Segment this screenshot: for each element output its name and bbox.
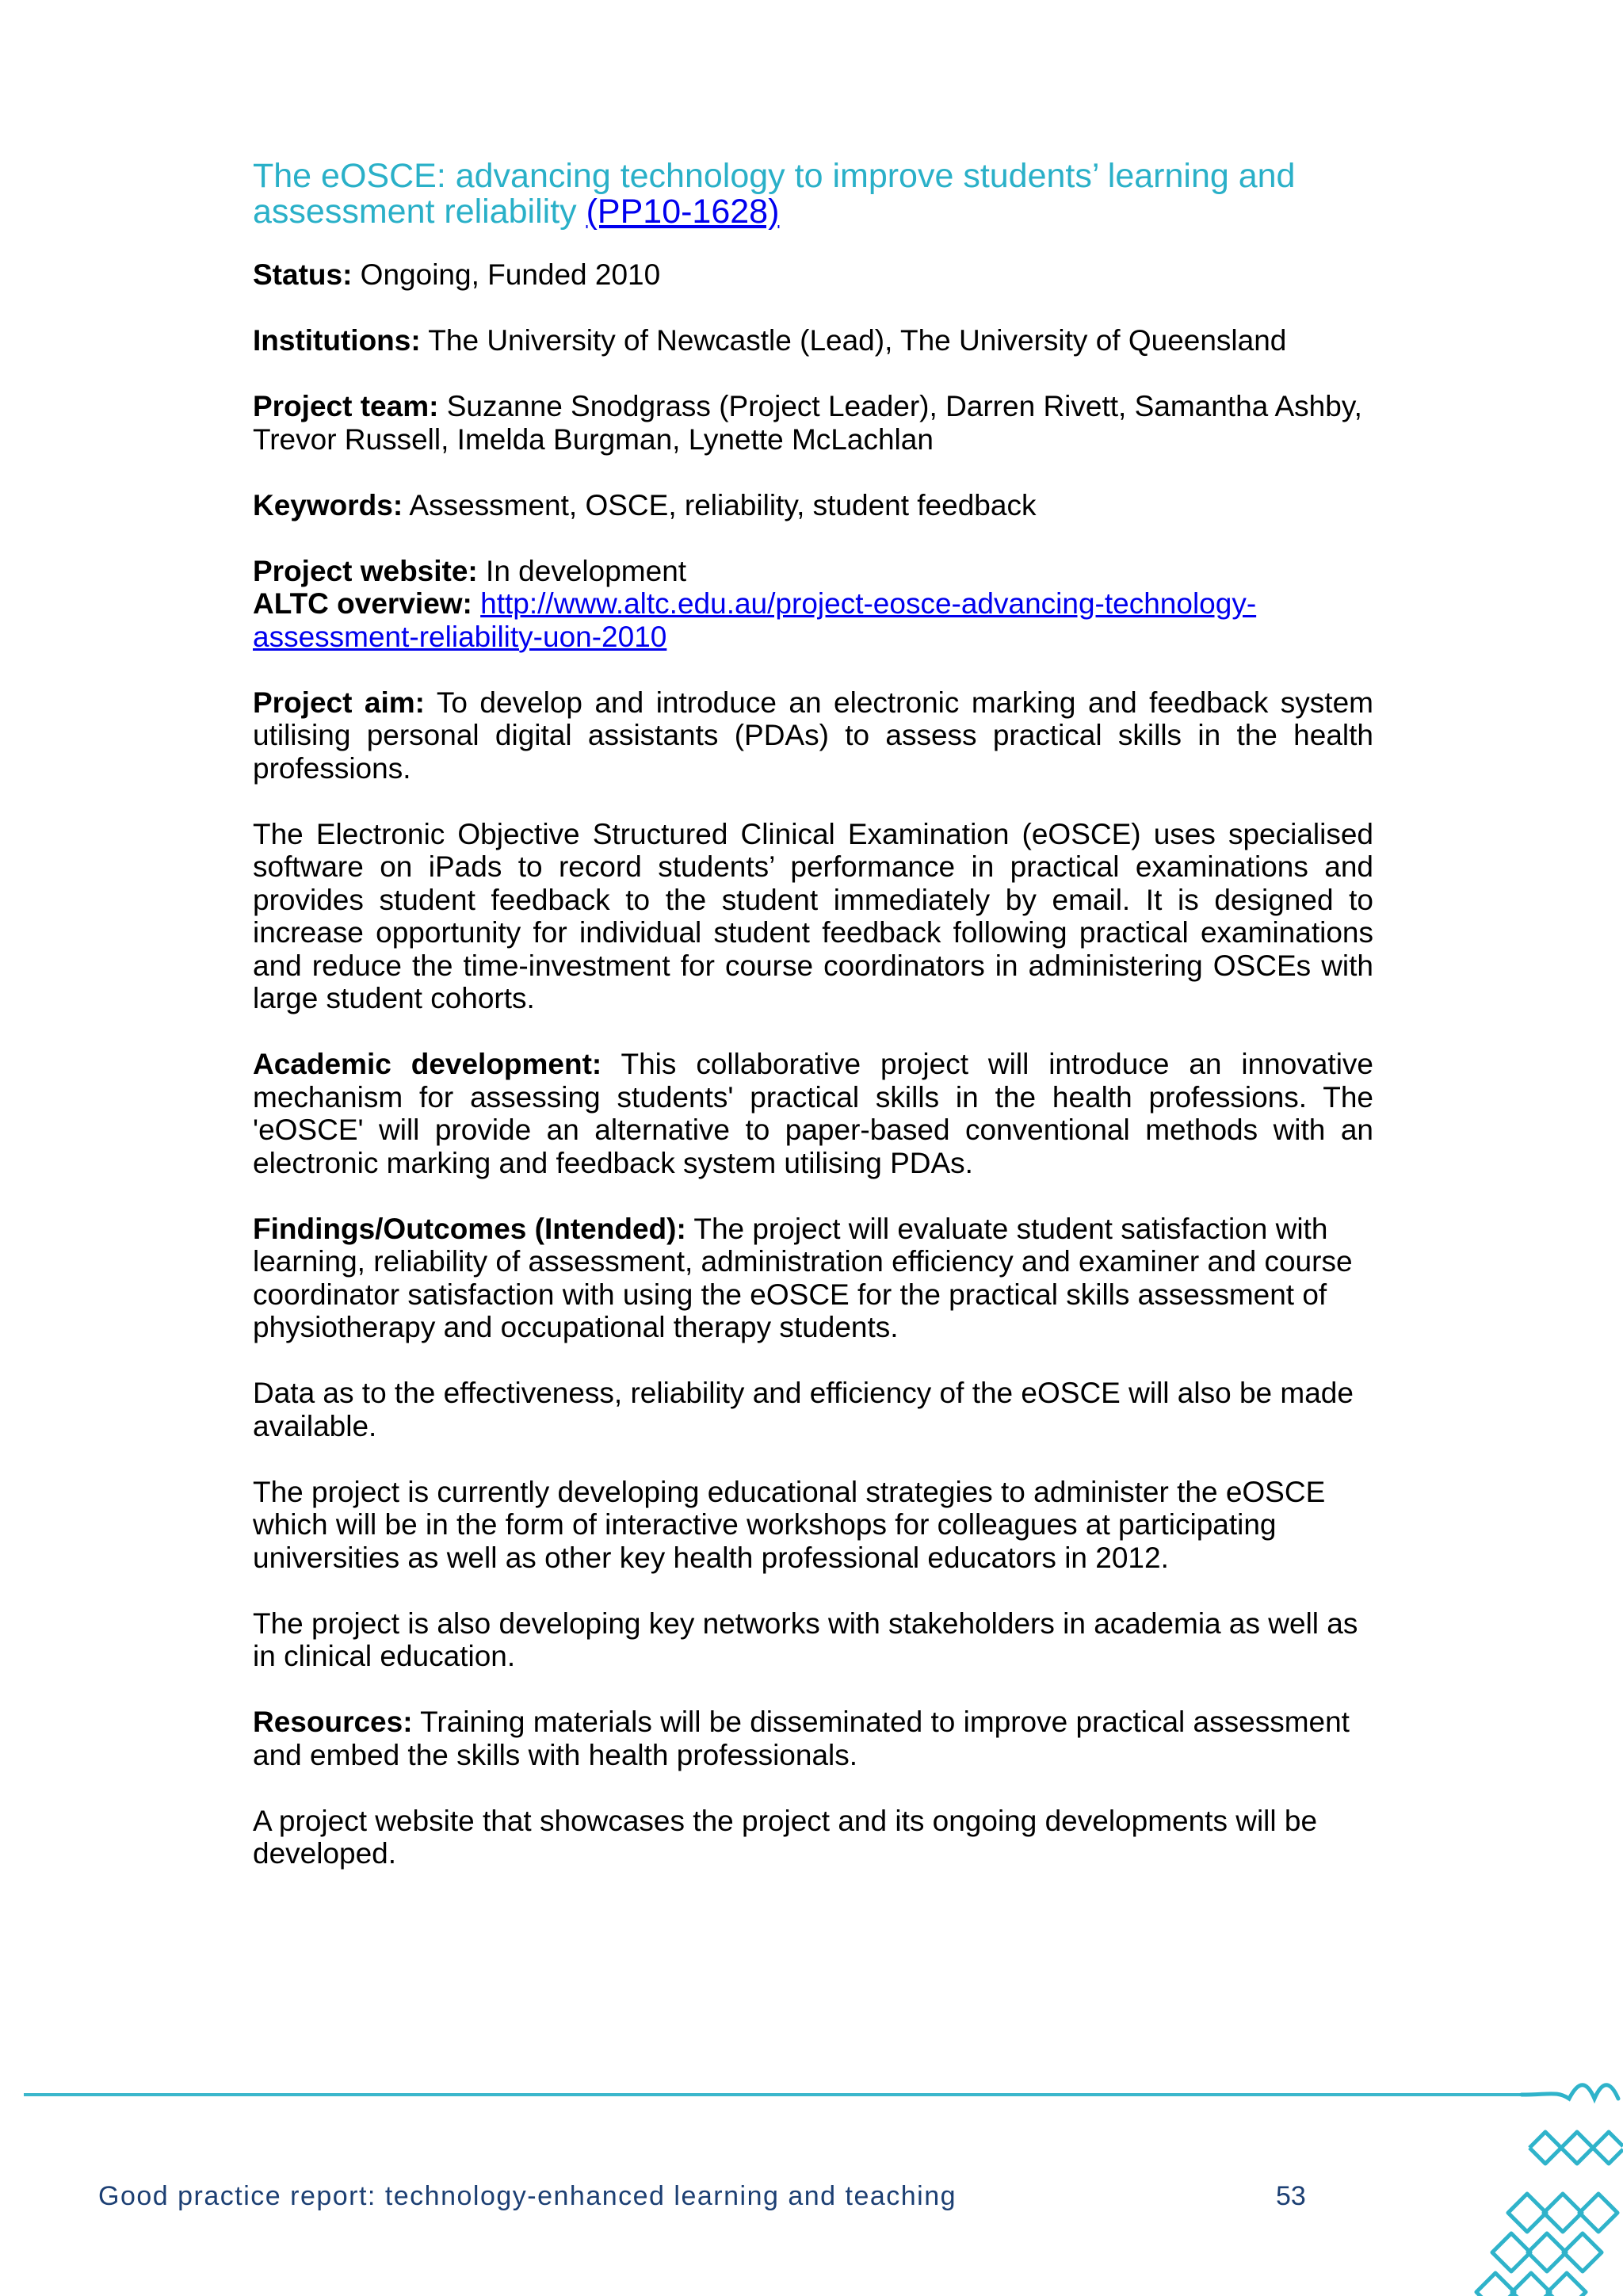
project-website-value: In development — [477, 554, 687, 587]
page-number: 53 — [1276, 2181, 1306, 2211]
project-website-line — [253, 555, 1373, 588]
altc-overview-line — [253, 587, 1373, 653]
findings-value: The project will evaluate student satisfaction with learning, reliability of assessment, administration efficiency and examiner and course coordinator satisfaction with using the eOSCE for the practical skills assessment of physiotherapy and occupational therapy students. — [253, 1212, 1353, 1343]
content — [253, 159, 1373, 1903]
footer-divider — [24, 2093, 1522, 2096]
academic-development-value: This collaborative project will introduce an innovative mechanism for assessing students' practical skills in the health professions. The 'eOSCE' will provide an alternative to paper-based conventional methods with an electronic marking and feedback system utilising PDAs. — [253, 1048, 1373, 1179]
project-team-label: Project team: — [253, 390, 439, 422]
wave-diamond-decoration-icon — [1411, 2061, 1623, 2296]
institutions-value: The University of Newcastle (Lead), The University of Queensland — [420, 324, 1287, 357]
status-line — [253, 258, 1373, 292]
keywords-line — [253, 489, 1373, 522]
resources-para — [253, 1706, 1373, 1771]
resources-label: Resources: — [253, 1706, 413, 1738]
altc-overview-space — [472, 587, 480, 620]
keywords-label: Keywords: — [253, 488, 403, 521]
keywords-value: Assessment, OSCE, reliability, student feedback — [403, 488, 1037, 521]
project-aim-label: Project aim: — [253, 686, 425, 719]
project-aim-value: To develop and introduce an electronic marking and feedback system utilising personal digital assistants (PDAs) to assess practical skills in the health professions. — [253, 686, 1373, 785]
project-code-link[interactable]: (PP10-1628) — [586, 193, 780, 231]
academic-development-label: Academic development: — [253, 1048, 602, 1080]
project-website-label: Project website: — [253, 554, 478, 587]
project-aim-para — [253, 686, 1373, 785]
project-title — [253, 159, 1373, 230]
academic-development-para — [253, 1048, 1373, 1179]
status-value: Ongoing, Funded 2010 — [352, 258, 661, 291]
project-team-value: Suzanne Snodgrass (Project Leader), Darren Rivett, Samantha Ashby, Trevor Russell, Imelda Burgman, Lynette McLachlan — [253, 390, 1362, 456]
findings-para — [253, 1213, 1373, 1344]
resources-value: Training materials will be disseminated to improve practical assessment and embed the skills with health professionals. — [253, 1706, 1350, 1771]
project-team-line — [253, 390, 1373, 456]
altc-overview-link[interactable]: http://www.altc.edu.au/project-eosce-advancing-technology-assessment-reliability-uon-2010 — [253, 587, 1257, 653]
altc-overview-label: ALTC overview: — [253, 587, 472, 620]
website-development-para: A project website that showcases the project and its ongoing developments will be developed. — [253, 1804, 1318, 1870]
footer-report-title: Good practice report: technology-enhanced learning and teaching — [98, 2181, 957, 2211]
institutions-label: Institutions: — [253, 324, 421, 357]
eosce-description-para: The Electronic Objective Structured Clinical Examination (eOSCE) uses specialised software on iPads to record students’ performance in practical examinations and provides student feedback to the student immediately by email. It is designed to increase opportunity for individual student feedback following practical examinations and reduce the time-investment for course coordinators in administering OSCEs with large student cohorts. — [253, 817, 1373, 1014]
findings-label: Findings/Outcomes (Intended): — [253, 1212, 686, 1245]
data-availability-para: Data as to the effectiveness, reliability and efficiency of the eOSCE will also be made available. — [253, 1377, 1354, 1442]
strategies-para: The project is currently developing educational strategies to administer the eOSCE which will be in the form of interactive workshops for colleagues at participating universities as well as other key health professional educators in 2012. — [253, 1475, 1326, 1574]
networks-para: The project is also developing key networks with stakeholders in academia as well as in clinical education. — [253, 1606, 1358, 1672]
status-label: Status: — [253, 258, 353, 291]
institutions-line — [253, 324, 1373, 357]
project-title-text: The eOSCE: advancing technology to improve students’ learning and assessment reliability — [253, 157, 1296, 231]
